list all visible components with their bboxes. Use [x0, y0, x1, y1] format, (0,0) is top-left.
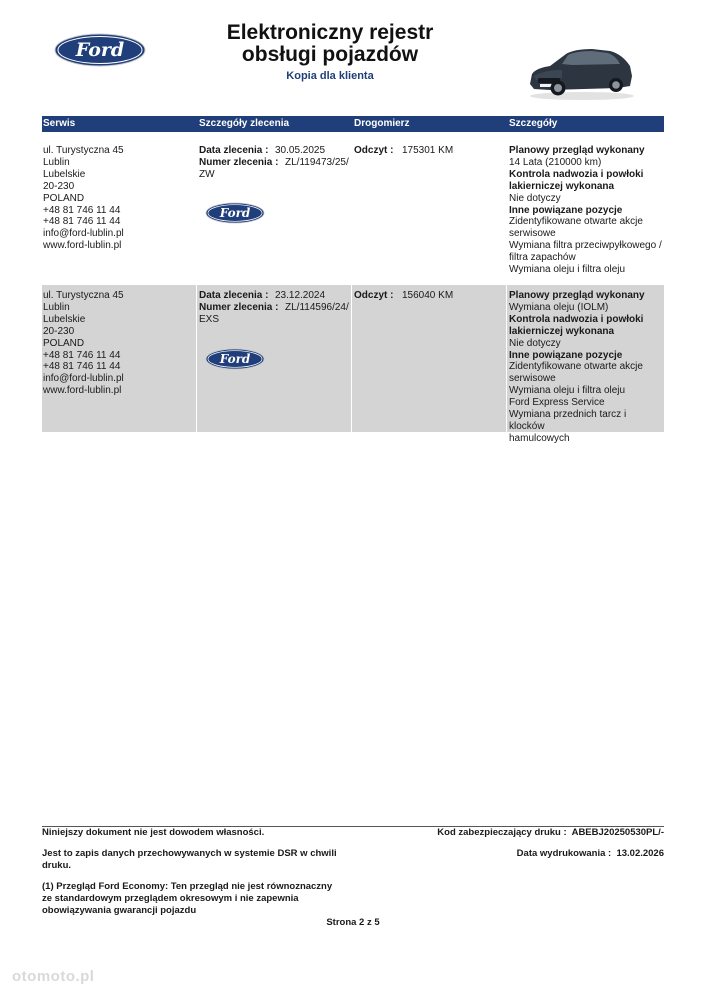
service-details: Planowy przegląd wykonany Wymiana oleju (IOLM) Kontrola nadwozia i powłoki lakierniczej wykonana Nie dotyczy Inne powiązane pozycje Zidentyfikowane otwarte akcje serwisowe Wymiana oleju i filtra oleju Ford Express Service Wymiana przednich tarcz i klocków hamulcowych [509, 290, 645, 444]
document-title: Elektroniczny rejestr obsługi pojazdów [226, 21, 434, 66]
table-row [42, 136, 664, 282]
page-number: Strona 2 z 5 [326, 917, 380, 928]
column-header-details: Szczegóły [509, 118, 558, 129]
table-row [42, 285, 664, 444]
service-address: ul. Turystyczna 45 Lublin Lubelskie 20-230 POLAND +48 81 746 11 44 +48 81 746 11 44 info@ford-lublin.pl www.ford-lublin.pl [43, 290, 124, 397]
service-details: Planowy przegląd wykonany 14 Lata (210000 km) Kontrola nadwozia i powłoki lakierniczej wykonana Nie dotyczy Inne powiązane pozycje Zidentyfikowane otwarte akcje serwisowe Wymiana filtra przeciwpyłkowego / filtra zapachów Wymiana oleju i filtra oleju [509, 145, 662, 276]
svg-text:Ford: Ford [75, 39, 125, 61]
odometer-reading: Odczyt : 175301 KM [354, 145, 454, 156]
table-header [42, 116, 664, 132]
order-details: Data zlecenia : 30.05.2025 Numer zlecenia : ZL/119473/25/ ZW [199, 145, 349, 180]
odometer-reading: Odczyt : 156040 KM [354, 290, 454, 301]
column-header-service: Serwis [43, 118, 76, 129]
watermark: otomoto.pl [12, 968, 95, 985]
ford-logo [205, 202, 265, 228]
document-subtitle: Kopia dla klienta [286, 70, 374, 82]
order-details: Data zlecenia : 23.12.2024 Numer zlecenia : ZL/114596/24/ EXS [199, 290, 349, 325]
service-address: ul. Turystyczna 45 Lublin Lubelskie 20-230 POLAND +48 81 746 11 44 +48 81 746 11 44 info@ford-lublin.pl www.ford-lublin.pl [43, 145, 124, 252]
svg-text:Ford: Ford [219, 206, 251, 220]
column-header-odometer: Drogomierz [354, 118, 410, 129]
dsr-note: Jest to zapis danych przechowywanych w systemie DSR w chwili druku. [42, 848, 337, 871]
security-code: Kod zabezpieczający druku : ABEBJ20250530PL/- [437, 827, 664, 838]
ford-logo [205, 348, 265, 374]
ownership-note: Niniejszy dokument nie jest dowodem własności. [42, 827, 265, 838]
car-image [522, 40, 637, 107]
print-date: Data wydrukowania : 13.02.2026 [516, 848, 664, 859]
svg-text:Ford: Ford [219, 352, 251, 366]
column-header-order-details: Szczegóły zlecenia [199, 118, 290, 129]
ford-logo [54, 33, 146, 67]
economy-note: (1) Przegląd Ford Economy: Ten przegląd nie jest równoznaczny ze standardowym przeglądem okresowym i nie zapewnia obowiązywania gwarancji pojazdu [42, 881, 333, 916]
